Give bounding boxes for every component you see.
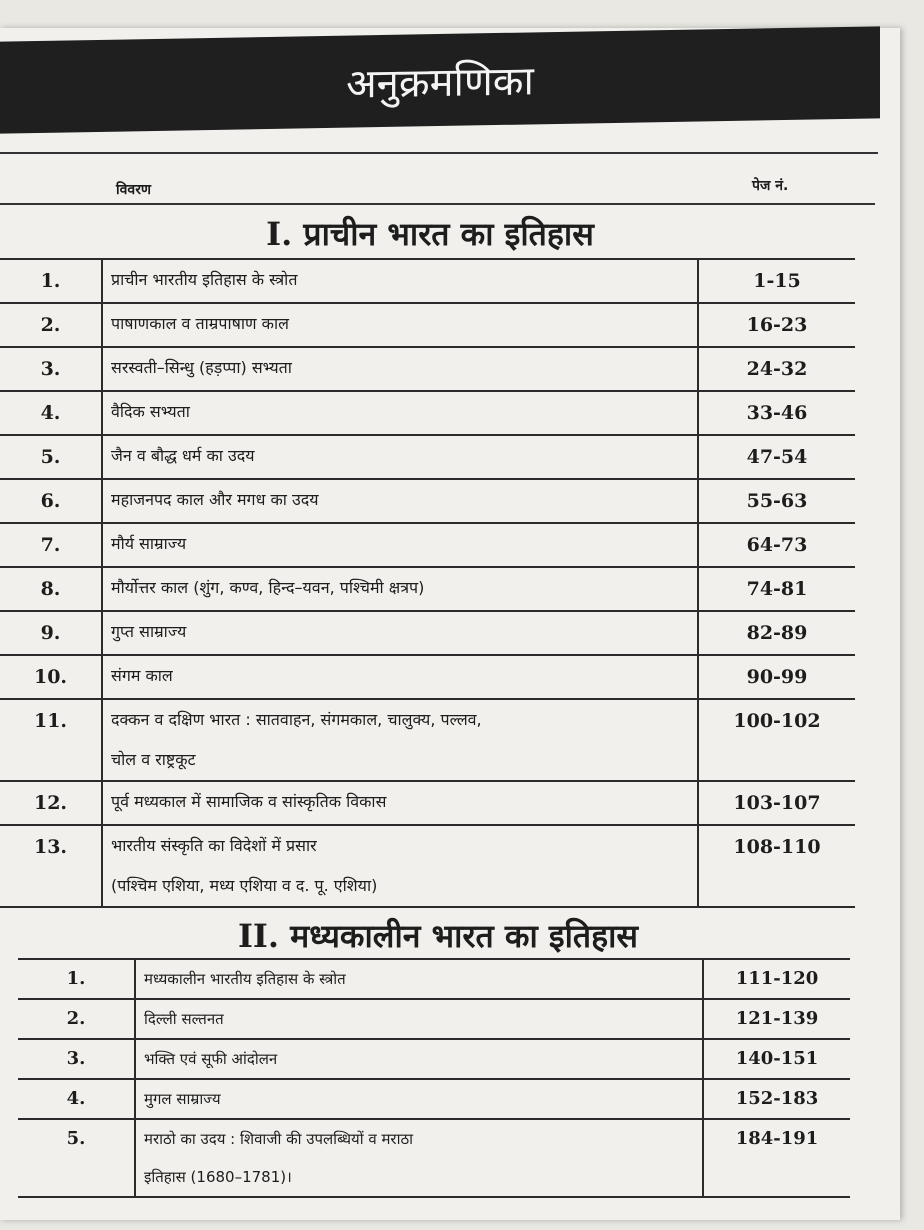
index-title: अनुक्रमणिका <box>346 57 534 108</box>
toc-row <box>0 655 855 699</box>
chapter-title-line: संगम काल <box>111 666 173 685</box>
chapter-number: 2. <box>0 303 102 347</box>
toc-row <box>0 479 855 523</box>
chapter-title <box>102 781 698 825</box>
toc-table-ancient <box>0 258 855 908</box>
page-range: 47-54 <box>698 435 855 479</box>
toc-row <box>18 999 850 1039</box>
chapter-title-line: सरस्वती–सिन्धु (हड़प्पा) सभ्यता <box>111 358 292 377</box>
chapter-title <box>135 1079 703 1119</box>
toc-table-medieval <box>18 958 850 1198</box>
divider <box>0 203 875 205</box>
toc-row <box>0 391 855 435</box>
column-header-page-no: पेज नं. <box>752 178 789 194</box>
chapter-title-line: गुप्त साम्राज्य <box>111 622 187 641</box>
chapter-title-line: पूर्व मध्यकाल में सामाजिक व सांस्कृतिक विकास <box>111 792 387 811</box>
chapter-number: 7. <box>0 523 102 567</box>
chapter-number: 1. <box>18 959 135 999</box>
chapter-title <box>135 1119 703 1197</box>
chapter-title <box>102 391 698 435</box>
toc-row <box>0 781 855 825</box>
toc-row <box>18 959 850 999</box>
toc-row <box>0 567 855 611</box>
chapter-number: 1. <box>0 259 102 303</box>
chapter-number: 9. <box>0 611 102 655</box>
chapter-title-line: इतिहास (1680–1781)। <box>144 1168 292 1186</box>
chapter-title <box>102 825 698 907</box>
toc-row <box>0 435 855 479</box>
chapter-number: 5. <box>18 1119 135 1197</box>
toc-row <box>0 259 855 303</box>
chapter-title-line: जैन व बौद्ध धर्म का उदय <box>111 446 255 465</box>
index-banner <box>0 26 880 133</box>
toc-row <box>18 1039 850 1079</box>
page-range: 152-183 <box>703 1079 850 1119</box>
chapter-number: 4. <box>18 1079 135 1119</box>
toc-row <box>0 303 855 347</box>
page-range: 16-23 <box>698 303 855 347</box>
page-range: 111-120 <box>703 959 850 999</box>
chapter-title-line: (पश्चिम एशिया, मध्य एशिया व द. पू. एशिया) <box>111 876 378 895</box>
chapter-title-line: मौर्योत्तर काल (शुंग, कण्व, हिन्द–यवन, पश्चिमी क्षत्रप) <box>111 578 425 597</box>
section-title-medieval: II. मध्यकालीन भारत का इतिहास <box>237 917 639 955</box>
chapter-title-line: मौर्य साम्राज्य <box>111 534 187 553</box>
chapter-title <box>135 1039 703 1079</box>
page-range: 121-139 <box>703 999 850 1039</box>
chapter-title <box>102 259 698 303</box>
chapter-title-line: मराठो का उदय : शिवाजी की उपलब्धियों व मराठा <box>144 1130 414 1148</box>
chapter-number: 6. <box>0 479 102 523</box>
chapter-title-line: भक्ति एवं सूफी आंदोलन <box>144 1050 278 1068</box>
page-range: 108-110 <box>698 825 855 907</box>
chapter-title <box>102 655 698 699</box>
chapter-title <box>102 479 698 523</box>
section-title-ancient: I. प्राचीन भारत का इतिहास <box>266 215 594 253</box>
chapter-title-line: प्राचीन भारतीय इतिहास के स्त्रोत <box>111 270 298 289</box>
chapter-title-line: भारतीय संस्कृति का विदेशों में प्रसार <box>111 836 317 855</box>
toc-row <box>0 611 855 655</box>
chapter-number: 13. <box>0 825 102 907</box>
chapter-number: 10. <box>0 655 102 699</box>
chapter-title <box>102 435 698 479</box>
chapter-title <box>102 347 698 391</box>
page-range: 184-191 <box>703 1119 850 1197</box>
chapter-number: 8. <box>0 567 102 611</box>
chapter-number: 3. <box>18 1039 135 1079</box>
toc-row <box>18 1119 850 1197</box>
chapter-number: 2. <box>18 999 135 1039</box>
page-range: 55-63 <box>698 479 855 523</box>
page-range: 82-89 <box>698 611 855 655</box>
chapter-number: 5. <box>0 435 102 479</box>
chapter-title <box>102 303 698 347</box>
chapter-title-line: दिल्ली सल्तनत <box>144 1010 224 1028</box>
chapter-title <box>102 523 698 567</box>
chapter-title-line: दक्कन व दक्षिण भारत : सातवाहन, संगमकाल, चालुक्य, पल्लव, <box>111 710 482 729</box>
chapter-number: 3. <box>0 347 102 391</box>
toc-row <box>0 699 855 781</box>
chapter-title <box>135 959 703 999</box>
chapter-number: 4. <box>0 391 102 435</box>
toc-row <box>0 825 855 907</box>
chapter-title <box>102 567 698 611</box>
page-range: 24-32 <box>698 347 855 391</box>
chapter-title-line: मुगल साम्राज्य <box>144 1090 221 1108</box>
page-range: 1-15 <box>698 259 855 303</box>
toc-row <box>0 523 855 567</box>
toc-row <box>18 1079 850 1119</box>
page-range: 33-46 <box>698 391 855 435</box>
chapter-title-line: चोल व राष्ट्रकूट <box>111 750 196 769</box>
toc-row <box>0 347 855 391</box>
page-range: 74-81 <box>698 567 855 611</box>
chapter-title-line: वैदिक सभ्यता <box>111 402 190 421</box>
page-range: 90-99 <box>698 655 855 699</box>
chapter-number: 11. <box>0 699 102 781</box>
chapter-number: 12. <box>0 781 102 825</box>
chapter-title <box>102 699 698 781</box>
page-range: 100-102 <box>698 699 855 781</box>
chapter-title <box>102 611 698 655</box>
page-range: 140-151 <box>703 1039 850 1079</box>
page-range: 64-73 <box>698 523 855 567</box>
chapter-title <box>135 999 703 1039</box>
chapter-title-line: पाषाणकाल व ताम्रपाषाण काल <box>111 314 289 333</box>
column-header-description: विवरण <box>116 182 152 198</box>
page-range: 103-107 <box>698 781 855 825</box>
chapter-title-line: महाजनपद काल और मगध का उदय <box>111 490 319 509</box>
chapter-title-line: मध्यकालीन भारतीय इतिहास के स्त्रोत <box>144 970 346 988</box>
divider <box>0 152 878 154</box>
